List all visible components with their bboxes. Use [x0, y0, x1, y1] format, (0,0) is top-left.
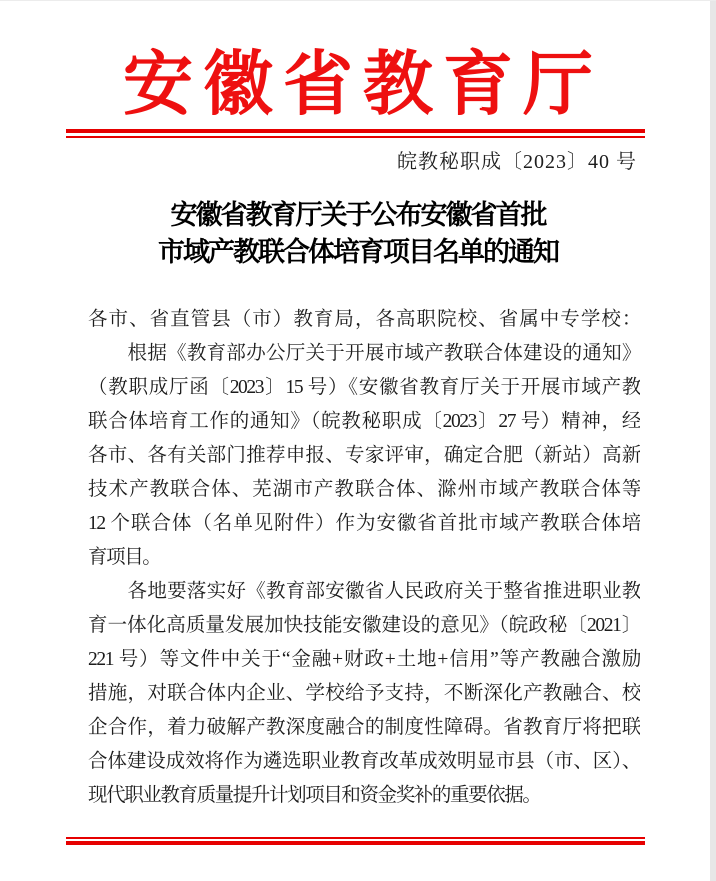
header-rule-thin-bar: [66, 136, 645, 138]
page-edge-shadow: [710, 1, 716, 881]
body-text-line: 各地要落实好《教育部安徽省人民政府关于整省推进职业教: [88, 581, 640, 602]
body-text-line: 合体建设成效将作为遴选职业教育改革成效明显市县（市、区）、: [88, 751, 640, 772]
body-text-line: 现代职业教育质量提升计划项目和资金奖补的重要依据。: [88, 785, 541, 806]
header-double-rule: [66, 129, 645, 138]
body-text-line: 育一体化高质量发展加快技能安徽建设的意见》（皖政秘〔2021〕: [88, 615, 640, 636]
document-number: 皖教秘职成〔2023〕40 号: [397, 151, 637, 173]
footer-double-rule: [66, 837, 645, 845]
body-text-line: 各市、省直管县（市）教育局，各高职院校、省属中专学校：: [88, 309, 640, 330]
body-text-line: 技术产教联合体、芜湖市产教联合体、滁州市域产教联合体等: [88, 479, 640, 500]
body-text-line: 根据《教育部办公厅关于开展市域产教联合体建设的通知》: [88, 343, 640, 364]
body-text-line: 联合体培育工作的通知》（皖教秘职成〔2023〕27 号）精神，经: [88, 411, 640, 432]
body-text-line: （教职成厅函〔2023〕15 号）《安徽省教育厅关于开展市域产教: [88, 377, 640, 398]
body-text-line: 各市、各有关部门推荐申报、专家评审，确定合肥（新站）高新: [88, 445, 640, 466]
body-text-line: 221 号）等文件中关于“金融+财政+土地+信用”等产教融合激励: [88, 649, 640, 670]
body-text-line: 企合作，着力破解产教深度融合的制度性障碍。省教育厅将把联: [88, 717, 640, 738]
body-text-line: 措施，对联合体内企业、学校给予支持，不断深化产教融合、校: [88, 683, 640, 704]
document-title-line-2: 市域产教联合体培育项目名单的通知: [158, 237, 558, 267]
document-title: [0, 197, 716, 271]
agency-letterhead-title: 安徽省教育厅: [123, 47, 603, 124]
body-text-line: 12 个联合体（名单见附件）作为安徽省首批市域产教联合体培: [88, 513, 640, 534]
footer-rule-thick-bar: [66, 841, 645, 845]
body-text: [88, 303, 640, 813]
body-text-line: 育项目。: [88, 547, 161, 568]
document-title-line-1: 安徽省教育厅关于公布安徽省首批: [170, 200, 546, 230]
